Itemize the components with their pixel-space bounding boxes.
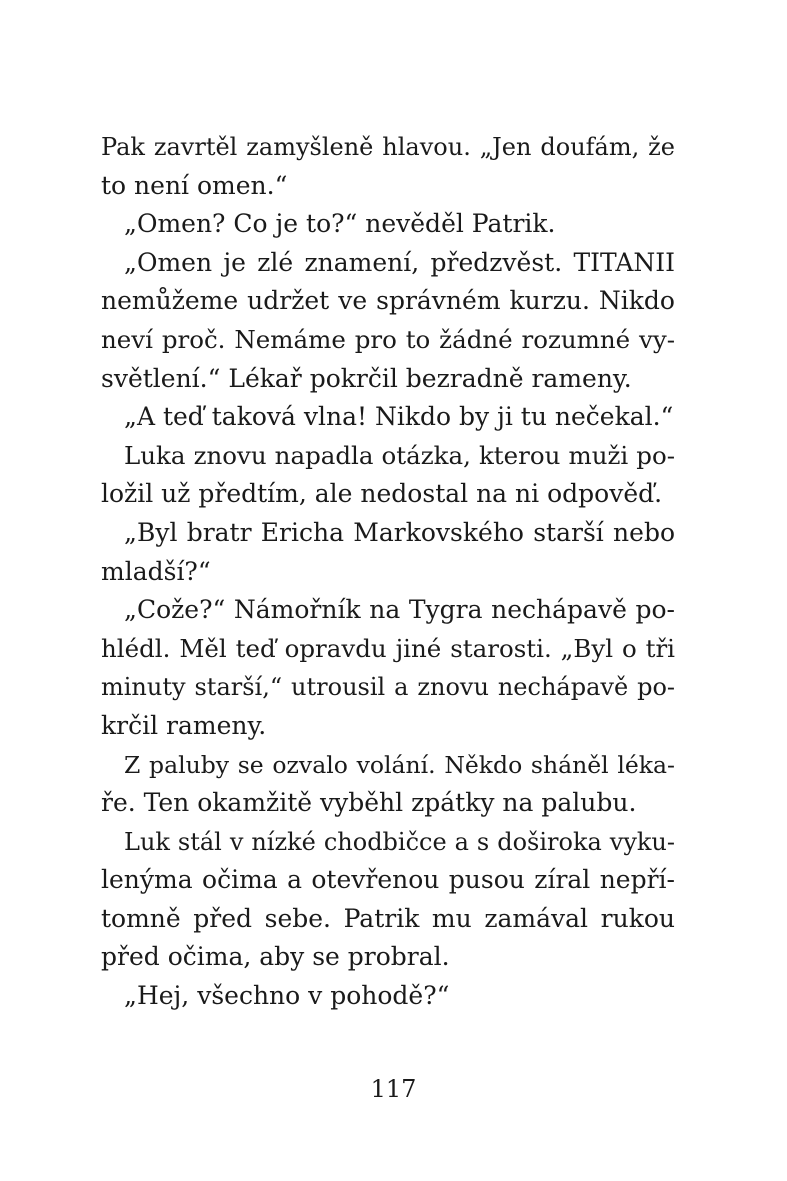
paragraph xyxy=(101,398,675,437)
text-line: krčil rameny. xyxy=(101,710,267,740)
text-line: neví proč. Nemáme pro to žádné rozumné vy- xyxy=(101,324,675,354)
text-line: světlení.“ Lékař pokrčil bezradně rameny. xyxy=(101,363,632,393)
text-line: minuty starší,“ utrousil a znovu nechápavě po- xyxy=(101,673,675,702)
text-line: lenýma očima a otevřenou pusou zíral nepří- xyxy=(101,865,675,895)
text-line: mladší?“ xyxy=(101,556,211,586)
paragraph xyxy=(101,128,675,205)
paragraph xyxy=(101,437,675,514)
text-line: „Cože?“ Námořník na Tygra nechápavě po- xyxy=(124,595,675,625)
text-line: Z paluby se ozvalo volání. Někdo sháněl léka- xyxy=(124,750,675,779)
text-line: Pak zavrtěl zamyšleně hlavou. „Jen doufám, že xyxy=(101,133,675,161)
text-line: před očima, aby se probral. xyxy=(101,942,450,972)
text-line: „Hej, všechno v pohodě?“ xyxy=(124,981,450,1011)
text-line: ložil už předtím, ale nedostal na ni odpověď. xyxy=(101,479,663,509)
paragraph xyxy=(101,746,675,823)
paragraph xyxy=(101,977,675,1016)
text-line: Luk stál v nízké chodbičce a s doširoka vyku- xyxy=(124,827,675,856)
text-line: hlédl. Měl teď opravdu jiné starosti. „Byl o tři xyxy=(101,633,675,663)
text-line: „Byl bratr Ericha Markovského starší nebo xyxy=(124,517,675,547)
text-line: ře. Ten okamžitě vyběhl zpátky na palubu. xyxy=(101,788,637,818)
text-line: „Omen? Co je to?“ nevěděl Patrik. xyxy=(124,209,556,239)
text-line: nemůžeme udržet ve správném kurzu. Nikdo xyxy=(101,286,675,316)
page-number: 117 xyxy=(370,1075,417,1103)
paragraph xyxy=(101,591,675,745)
book-page-text xyxy=(101,128,675,1016)
text-line: Luka znovu napadla otázka, kterou muži po- xyxy=(124,440,675,470)
text-line: tomně před sebe. Patrik mu zamával rukou xyxy=(101,903,675,933)
paragraph xyxy=(101,244,675,398)
text-line: „Omen je zlé znamení, předzvěst. TITANII xyxy=(124,247,675,277)
paragraph xyxy=(101,205,675,244)
paragraph xyxy=(101,514,675,591)
text-line: to není omen.“ xyxy=(101,170,288,200)
paragraph xyxy=(101,823,675,977)
text-line: „A teď taková vlna! Nikdo by ji tu nečekal.“ xyxy=(124,402,674,432)
